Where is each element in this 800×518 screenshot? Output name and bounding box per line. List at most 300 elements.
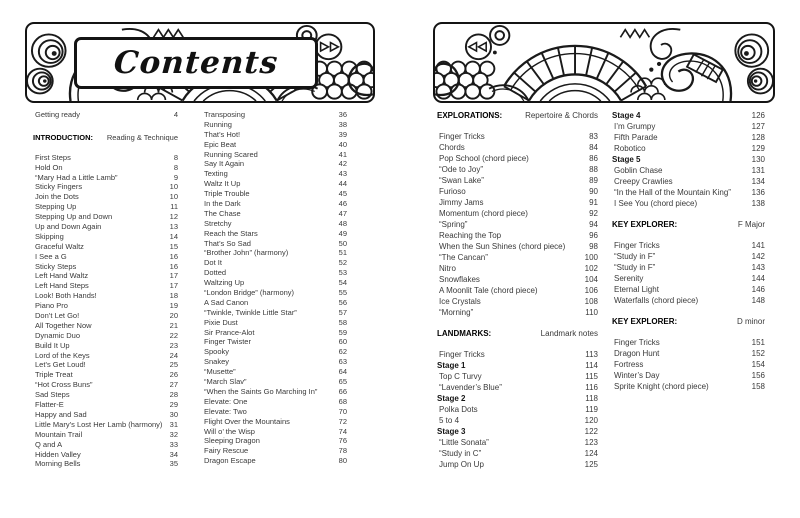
- toc-entry-title: Reaching the Top: [439, 231, 502, 240]
- toc-entry: [33, 232, 178, 242]
- toc-column-right-1: [437, 110, 598, 470]
- toc-entry-title: Graceful Waltz: [35, 241, 84, 251]
- toc-entry: [33, 222, 178, 232]
- toc-entry-page-number: 89: [589, 176, 598, 185]
- toc-entry: [437, 404, 598, 415]
- toc-entry-page-number: 98: [589, 242, 598, 251]
- toc-entry-title: Top C Turvy: [439, 372, 482, 381]
- toc-entry-page-number: 58: [338, 317, 347, 327]
- toc-entry-title: Ice Crystals: [439, 297, 481, 306]
- toc-entry-page-number: 8: [173, 162, 178, 172]
- toc-entry: [612, 240, 765, 251]
- toc-section-subtitle: D minor: [736, 317, 765, 326]
- toc-entry-page-number: 43: [338, 169, 347, 179]
- toc-entry: [33, 173, 178, 183]
- toc-entry: [437, 131, 598, 142]
- toc-entry-page-number: 20: [169, 311, 178, 321]
- toc-entry-page-number: 59: [338, 327, 347, 337]
- toc-entry: [437, 382, 598, 393]
- toc-entry: [202, 199, 347, 209]
- toc-entry-page-number: 26: [169, 370, 178, 380]
- toc-entry: [437, 307, 598, 318]
- toc-entry-page-number: 141: [751, 241, 765, 250]
- toc-entry: [33, 242, 178, 252]
- toc-entry-title: Waltzing Up: [204, 278, 245, 288]
- toc-entry-title: Q and A: [35, 439, 63, 449]
- toc-entry-title: Dragon Escape: [204, 456, 256, 466]
- toc-entry: [612, 359, 765, 370]
- toc-entry-page-number: 68: [338, 396, 347, 406]
- toc-entry-title: Mountain Trail: [35, 429, 83, 439]
- toc-entry-page-number: 148: [751, 296, 765, 305]
- toc-entry-page-number: 78: [338, 446, 347, 456]
- toc-section-name: EXPLORATIONS:: [437, 111, 503, 120]
- toc-entry: [33, 331, 178, 341]
- toc-entry-page-number: 80: [338, 456, 347, 466]
- toc-entry: [437, 186, 598, 197]
- toc-entry: [437, 437, 598, 448]
- toc-entry: [437, 230, 598, 241]
- toc-entry-title: Sleeping Dragon: [204, 436, 260, 446]
- toc-entry: [33, 202, 178, 212]
- toc-entry: [202, 209, 347, 219]
- toc-entry-title: Skipping: [35, 231, 64, 241]
- toc-entry-title: Triple Treat: [35, 370, 73, 380]
- toc-entry: [202, 337, 347, 347]
- toc-entry: [33, 192, 178, 202]
- toc-entry-page-number: 114: [585, 361, 598, 370]
- toc-entry: [202, 219, 347, 229]
- toc-entry: [202, 377, 347, 387]
- toc-entry-title: Elevate: Two: [204, 406, 247, 416]
- toc-entry-page-number: 21: [169, 320, 178, 330]
- toc-entry: [612, 165, 765, 176]
- toc-entry-title: Furioso: [439, 187, 466, 196]
- toc-entry: [437, 164, 598, 175]
- toc-entry-title: “Musette”: [204, 367, 236, 377]
- toc-entry-page-number: 91: [589, 198, 598, 207]
- toc-entry-page-number: 143: [751, 263, 765, 272]
- toc-entry-page-number: 66: [338, 386, 347, 396]
- toc-entry: [202, 367, 347, 377]
- toc-entry-title: Jump On Up: [439, 460, 484, 469]
- toc-section-heading: [612, 316, 765, 327]
- toc-entry-title: “Morning”: [439, 308, 474, 317]
- contents-title-plate: [74, 37, 318, 89]
- toc-entry: [202, 298, 347, 308]
- toc-entry: [202, 357, 347, 367]
- toc-entry-title: Don’t Let Go!: [35, 311, 80, 321]
- toc-entry: [33, 360, 178, 370]
- toc-entry-title: Dynamic Duo: [35, 330, 81, 340]
- toc-entry-title: “When the Saints Go Marching In”: [204, 386, 318, 396]
- page-title: Contents: [112, 45, 280, 81]
- toc-entry-title: Waterfalls (chord piece): [614, 296, 699, 305]
- toc-entry: [202, 268, 347, 278]
- toc-entry-title: “Spring”: [439, 220, 468, 229]
- toc-entry: [33, 459, 178, 469]
- toc-entry-title: “Twinkle, Twinkle Little Star”: [204, 307, 297, 317]
- toc-entry-title: “In the Hall of the Mountain King”: [614, 188, 731, 197]
- toc-entry-page-number: 45: [338, 189, 347, 199]
- toc-entry: [202, 110, 347, 120]
- toc-entry-page-number: 17: [169, 271, 178, 281]
- toc-entry-title: Sir Prance-Alot: [204, 327, 255, 337]
- toc-entry-title: Pop School (chord piece): [439, 154, 529, 163]
- toc-entry: [612, 370, 765, 381]
- toc-entry-page-number: 138: [751, 199, 765, 208]
- toc-entry-title: Fortress: [614, 360, 644, 369]
- toc-entry: [202, 130, 347, 140]
- toc-entry: [33, 182, 178, 192]
- toc-entry-title: When the Sun Shines (chord piece): [439, 242, 566, 251]
- toc-entry-title: Waltz It Up: [204, 179, 241, 189]
- toc-entry: [612, 110, 765, 121]
- toc-entry-page-number: 48: [338, 218, 347, 228]
- toc-entry-title: Eternal Light: [614, 285, 659, 294]
- toc-entry-title: Epic Beat: [204, 139, 237, 149]
- toc-entry-page-number: 134: [751, 177, 765, 186]
- toc-entry-title: Creepy Crawlies: [614, 177, 673, 186]
- toc-entry-page-number: 102: [584, 264, 598, 273]
- toc-entry-title: I’m Grumpy: [614, 122, 656, 131]
- toc-entry-title: Stage 5: [612, 155, 641, 164]
- toc-entry-page-number: 46: [338, 199, 347, 209]
- toc-entry-page-number: 49: [338, 228, 347, 238]
- toc-entry-title: “Study in C”: [439, 449, 482, 458]
- toc-entry: [437, 153, 598, 164]
- toc-entry: [437, 371, 598, 382]
- toc-section-heading: [33, 133, 178, 143]
- toc-entry-page-number: 64: [338, 367, 347, 377]
- toc-entry-page-number: 22: [169, 330, 178, 340]
- toc-entry: [33, 311, 178, 321]
- toc-entry: [612, 187, 765, 198]
- toc-entry: [202, 120, 347, 130]
- toc-entry-title: “Study in F”: [614, 252, 656, 261]
- toc-entry-page-number: 108: [584, 297, 598, 306]
- toc-entry: [202, 278, 347, 288]
- toc-entry-title: Reach the Stars: [204, 228, 258, 238]
- toc-section-name: KEY EXPLORER:: [612, 317, 678, 326]
- toc-entry-title: Up and Down Again: [35, 222, 102, 232]
- toc-entry-page-number: 18: [169, 291, 178, 301]
- toc-entry: [33, 420, 178, 430]
- toc-entry-page-number: 84: [589, 143, 598, 152]
- toc-entry: [202, 397, 347, 407]
- toc-entry-title: Hidden Valley: [35, 449, 81, 459]
- toc-section-subtitle: F Major: [737, 220, 765, 229]
- toc-entry-page-number: 55: [338, 288, 347, 298]
- toc-entry-page-number: 104: [584, 275, 598, 284]
- toc-entry: [612, 295, 765, 306]
- toc-entry-title: Stretchy: [204, 218, 232, 228]
- toc-entry-page-number: 10: [169, 182, 178, 192]
- toc-entry-page-number: 28: [169, 390, 178, 400]
- toc-entry-page-number: 158: [751, 382, 765, 391]
- toc-entry-title: Triple Trouble: [204, 189, 250, 199]
- toc-entry-page-number: 106: [584, 286, 598, 295]
- toc-entry-title: “Swan Lake”: [439, 176, 484, 185]
- toc-entry: [612, 251, 765, 262]
- toc-entry: [202, 387, 347, 397]
- toc-entry-page-number: 10: [169, 192, 178, 202]
- toc-entry-title: “The Cancan”: [439, 253, 488, 262]
- toc-entry-page-number: 92: [589, 209, 598, 218]
- toc-entry-page-number: 129: [751, 144, 765, 153]
- toc-entry-page-number: 47: [338, 208, 347, 218]
- toc-entry-page-number: 100: [584, 253, 598, 262]
- toc-entry-title: Snowflakes: [439, 275, 480, 284]
- toc-entry: [202, 189, 347, 199]
- toc-entry-title: Running: [204, 119, 232, 129]
- toc-entry-page-number: 83: [589, 132, 598, 141]
- toc-entry: [437, 360, 598, 371]
- toc-entry: [202, 446, 347, 456]
- toc-entry-title: Left Hand Steps: [35, 281, 89, 291]
- toc-entry: [33, 450, 178, 460]
- toc-entry-title: “Hot Cross Buns”: [35, 380, 93, 390]
- toc-entry: [612, 262, 765, 273]
- toc-entry-page-number: 90: [589, 187, 598, 196]
- toc-entry-page-number: 74: [338, 426, 347, 436]
- toc-section-heading: [612, 219, 765, 230]
- toc-entry: [202, 407, 347, 417]
- toc-entry-title: Finger Tricks: [614, 338, 660, 347]
- toc-entry-title: In the Dark: [204, 199, 241, 209]
- toc-entry: [437, 285, 598, 296]
- toc-entry-page-number: 23: [169, 340, 178, 350]
- toc-entry-page-number: 123: [584, 438, 598, 447]
- toc-entry-title: Dotted: [204, 268, 227, 278]
- toc-entry-page-number: 44: [338, 179, 347, 189]
- toc-entry-title: Join the Dots: [35, 192, 79, 202]
- toc-entry-title: That’s So Sad: [204, 238, 251, 248]
- toc-entry: [202, 159, 347, 169]
- toc-entry-title: Left Hand Waltz: [35, 271, 89, 281]
- toc-entry: [437, 208, 598, 219]
- toc-entry-page-number: 146: [751, 285, 765, 294]
- toc-entry: [202, 169, 347, 179]
- toc-entry: [202, 427, 347, 437]
- toc-entry-title: I See a G: [35, 251, 67, 261]
- toc-entry: [437, 274, 598, 285]
- toc-section-heading: [437, 110, 598, 121]
- toc-entry-title: Lord of the Keys: [35, 350, 90, 360]
- toc-entry-title: Sad Steps: [35, 390, 70, 400]
- toc-column-right-2: [612, 110, 765, 392]
- toc-entry: [437, 142, 598, 153]
- toc-entry-title: Serenity: [614, 274, 644, 283]
- toc-entry: [437, 219, 598, 230]
- toc-entry-page-number: 70: [338, 406, 347, 416]
- toc-entry-title: First Steps: [35, 152, 71, 162]
- toc-entry: [437, 393, 598, 404]
- toc-entry-title: Elevate: One: [204, 396, 248, 406]
- toc-entry: [202, 150, 347, 160]
- toc-entry-title: Let’s Get Loud!: [35, 360, 86, 370]
- toc-entry-page-number: 96: [589, 231, 598, 240]
- toc-column-left-1: [33, 110, 178, 469]
- toc-entry: [202, 179, 347, 189]
- toc-entry-page-number: 113: [585, 350, 598, 359]
- toc-entry: [437, 415, 598, 426]
- toc-entry-page-number: 35: [169, 459, 178, 469]
- toc-entry-page-number: 33: [169, 439, 178, 449]
- toc-entry-page-number: 8: [173, 152, 178, 162]
- toc-entry-page-number: 126: [751, 111, 765, 120]
- toc-entry-title: Dot It: [204, 258, 222, 268]
- toc-entry: [33, 321, 178, 331]
- toc-entry: [437, 448, 598, 459]
- toc-section-name: KEY EXPLORER:: [612, 220, 678, 229]
- toc-entry: [202, 328, 347, 338]
- toc-entry-title: 5 to 4: [439, 416, 460, 425]
- toc-entry: [33, 370, 178, 380]
- toc-entry-page-number: 51: [338, 248, 347, 258]
- toc-entry: [437, 263, 598, 274]
- toc-entry-title: The Chase: [204, 208, 241, 218]
- toc-entry-title: “London Bridge” (harmony): [204, 288, 295, 298]
- toc-entry-title: Goblin Chase: [614, 166, 663, 175]
- toc-entry-title: Stage 4: [612, 111, 641, 120]
- toc-entry-page-number: 120: [584, 416, 598, 425]
- toc-entry-title: A Sad Canon: [204, 297, 249, 307]
- toc-entry-title: Transposing: [204, 110, 245, 119]
- toc-entry-title: Build It Up: [35, 340, 70, 350]
- toc-entry-page-number: 4: [173, 110, 178, 119]
- toc-entry-page-number: 25: [169, 360, 178, 370]
- toc-entry-page-number: 50: [338, 238, 347, 248]
- toc-entry-page-number: 60: [338, 337, 347, 347]
- toc-entry-page-number: 124: [584, 449, 598, 458]
- toc-entry: [202, 258, 347, 268]
- toc-entry-title: Stage 2: [437, 394, 466, 403]
- toc-entry: [202, 140, 347, 150]
- toc-entry-title: Stage 1: [437, 361, 466, 370]
- toc-entry: [33, 291, 178, 301]
- toc-entry-title: Flight Over the Mountains: [204, 416, 290, 426]
- toc-entry-title: “Lavender’s Blue”: [439, 383, 502, 392]
- toc-entry-page-number: 38: [338, 119, 347, 129]
- toc-entry-title: Look! Both Hands!: [35, 291, 97, 301]
- toc-entry-page-number: 14: [169, 231, 178, 241]
- toc-section-subtitle: Repertoire & Chords: [525, 111, 598, 120]
- toc-entry: [612, 143, 765, 154]
- toc-entry: [33, 390, 178, 400]
- toc-entry-title: Stage 3: [437, 427, 466, 436]
- toc-entry: [612, 121, 765, 132]
- toc-entry: [33, 110, 178, 120]
- toc-entry: [202, 308, 347, 318]
- toc-entry: [33, 440, 178, 450]
- toc-entry-page-number: 36: [338, 110, 347, 119]
- toc-entry: [437, 197, 598, 208]
- toc-section-subtitle: Landmark notes: [540, 329, 598, 338]
- toc-entry-page-number: 65: [338, 377, 347, 387]
- toc-entry: [33, 341, 178, 351]
- toc-entry: [202, 229, 347, 239]
- toc-entry-title: Say It Again: [204, 159, 245, 169]
- toc-entry-page-number: 13: [169, 222, 178, 232]
- toc-entry: [202, 318, 347, 328]
- toc-entry: [437, 426, 598, 437]
- toc-entry-page-number: 30: [169, 409, 178, 419]
- toc-entry-page-number: 110: [585, 308, 598, 317]
- toc-entry-page-number: 54: [338, 278, 347, 288]
- toc-entry-title: Hold On: [35, 162, 63, 172]
- toc-entry-title: Will o’ the Wisp: [204, 426, 255, 436]
- toc-entry-page-number: 62: [338, 347, 347, 357]
- toc-entry-page-number: 16: [169, 251, 178, 261]
- toc-entry-title: Finger Tricks: [439, 132, 485, 141]
- toc-entry-page-number: 144: [751, 274, 765, 283]
- toc-entry: [33, 271, 178, 281]
- toc-entry-title: Finger Twister: [204, 337, 251, 347]
- toc-section-name: LANDMARKS:: [437, 329, 492, 338]
- toc-entry-page-number: 57: [338, 307, 347, 317]
- toc-entry-page-number: 56: [338, 297, 347, 307]
- toc-entry-title: Texting: [204, 169, 228, 179]
- toc-entry: [612, 154, 765, 165]
- toc-entry-title: “Brother John” (harmony): [204, 248, 289, 258]
- toc-entry-title: Momentum (chord piece): [439, 209, 528, 218]
- toc-entry: [202, 436, 347, 446]
- toc-entry: [612, 337, 765, 348]
- toc-entry-page-number: 27: [169, 380, 178, 390]
- toc-entry: [612, 381, 765, 392]
- toc-entry-title: “Study in F”: [614, 263, 656, 272]
- toc-entry-title: I See You (chord piece): [614, 199, 698, 208]
- toc-entry: [612, 176, 765, 187]
- toc-entry: [202, 417, 347, 427]
- toc-entry-page-number: 24: [169, 350, 178, 360]
- toc-entry-page-number: 151: [751, 338, 765, 347]
- toc-entry-title: Spooky: [204, 347, 230, 357]
- toc-entry-page-number: 63: [338, 357, 347, 367]
- toc-entry: [33, 163, 178, 173]
- toc-entry-page-number: 34: [169, 449, 178, 459]
- toc-entry-page-number: 86: [589, 154, 598, 163]
- toc-entry: [33, 430, 178, 440]
- toc-entry-title: Fifth Parade: [614, 133, 658, 142]
- toc-entry-title: Getting ready: [35, 110, 81, 119]
- toc-entry-page-number: 156: [751, 371, 765, 380]
- toc-entry-page-number: 136: [751, 188, 765, 197]
- toc-entry: [33, 281, 178, 291]
- toc-entry-page-number: 128: [751, 133, 765, 142]
- toc-entry: [33, 380, 178, 390]
- toc-entry-page-number: 19: [169, 301, 178, 311]
- toc-entry-title: Fairy Rescue: [204, 446, 249, 456]
- toc-entry-title: Stepping Up: [35, 202, 77, 212]
- toc-entry: [437, 349, 598, 360]
- toc-entry: [437, 296, 598, 307]
- toc-entry-title: Finger Tricks: [614, 241, 660, 250]
- toc-entry: [612, 348, 765, 359]
- toc-section-name: INTRODUCTION:: [33, 132, 93, 142]
- toc-entry-page-number: 29: [169, 400, 178, 410]
- toc-entry-page-number: 127: [751, 122, 765, 131]
- toc-entry-page-number: 125: [584, 460, 598, 469]
- doodle-banner-left: [25, 22, 375, 103]
- toc-entry-page-number: 15: [169, 241, 178, 251]
- toc-section-subtitle: Reading & Technique: [106, 132, 178, 142]
- toc-entry-page-number: 72: [338, 416, 347, 426]
- toc-entry: [437, 241, 598, 252]
- toc-entry: [33, 212, 178, 222]
- toc-entry-page-number: 41: [338, 149, 347, 159]
